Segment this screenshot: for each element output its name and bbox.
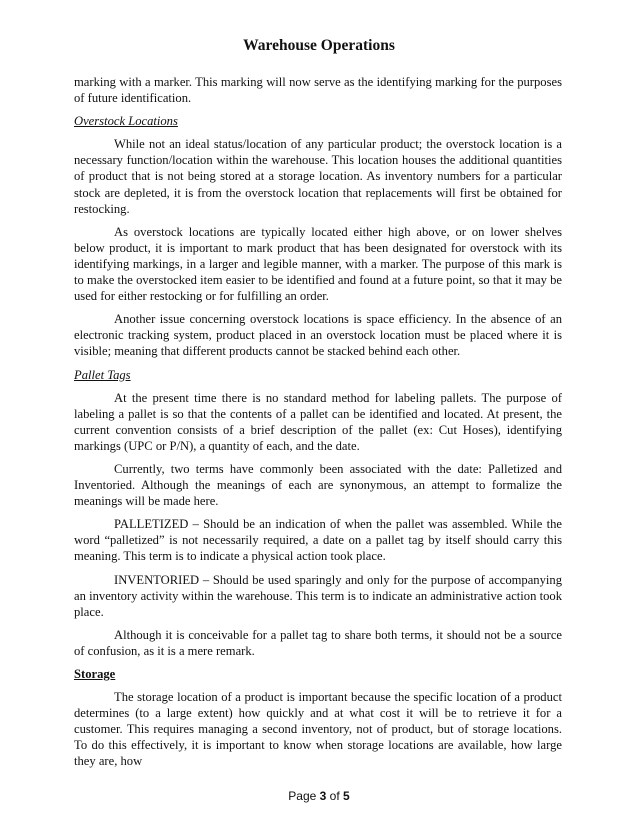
- paragraph: INVENTORIED – Should be used sparingly and only for the purpose of accompanying an inventory activity within the warehouse. This term is to indicate an administrative action took place.: [74, 572, 562, 619]
- of-label: of: [329, 789, 340, 803]
- paragraph: At the present time there is no standard method for labeling pallets. The purpose of labeling a pallet is so that the contents of a pallet can be identified and located. At present, the current convention consists of a brief description of the pallet (ex: Cut Hoses), identifying markings (UPC or P/N), a quantity of each, and the date.: [74, 390, 562, 453]
- page-footer: [0, 789, 638, 803]
- page-number: 3: [319, 789, 327, 803]
- paragraph: The storage location of a product is important because the specific location of a product determines (to a large extent) how quickly and at what cost it will be to retrieve it for a customer. This requires managing a second inventory, not of product, but of storage locations. To do this effectively, it is important to know when storage locations are available, how large they are, how: [74, 690, 562, 769]
- paragraph: As overstock locations are typically located either high above, or on lower shelves below product, it is important to mark product that has been designated for overstock with its identifying markings, in a larger and legible manner, with a marker. The purpose of this mark is to make the overstocked item easier to be identified and found at a future point, so that it may be used for either restocking or for fulfilling an order.: [74, 224, 562, 304]
- paragraph: While not an ideal status/location of any particular product; the overstock location is a necessary function/location within the warehouse. This location houses the additional quantities of product that is not being stored at a storage location. As inventory numbers for a particular stock are depleted, it is from the overstock location that replacements will first be obtained for restocking.: [74, 137, 562, 216]
- paragraph-continuation: marking with a marker. This marking will now serve as the identifying marking for the purposes of future identification.: [74, 75, 562, 106]
- paragraph: Another issue concerning overstock locations is space efficiency. In the absence of an electronic tracking system, product placed in an overstock location must be placed where it is visible; meaning that different products cannot be stacked behind each other.: [74, 312, 562, 359]
- section-heading-overstock: Overstock Locations: [74, 114, 178, 129]
- paragraph: PALLETIZED – Should be an indication of when the pallet was assembled. While the word “palletized” is not necessarily required, a date on a pallet tag by itself should carry this meaning. This term is to indicate a physical action took place.: [74, 517, 562, 564]
- total-pages: 5: [343, 789, 350, 803]
- section-heading-pallet-tags: Pallet Tags: [74, 367, 131, 382]
- paragraph: Currently, two terms have commonly been associated with the date: Palletized and Inventoried. Although the meanings of each are synonymous, an attempt to formalize the meanings will be made here.: [74, 461, 562, 509]
- document-body: [74, 74, 562, 777]
- section-heading-storage: Storage: [74, 667, 116, 681]
- paragraph: Although it is conceivable for a pallet tag to share both terms, it should not be a source of confusion, as it is a mere remark.: [74, 627, 562, 658]
- page-title: Warehouse Operations: [243, 37, 395, 54]
- page-label: Page: [288, 789, 317, 803]
